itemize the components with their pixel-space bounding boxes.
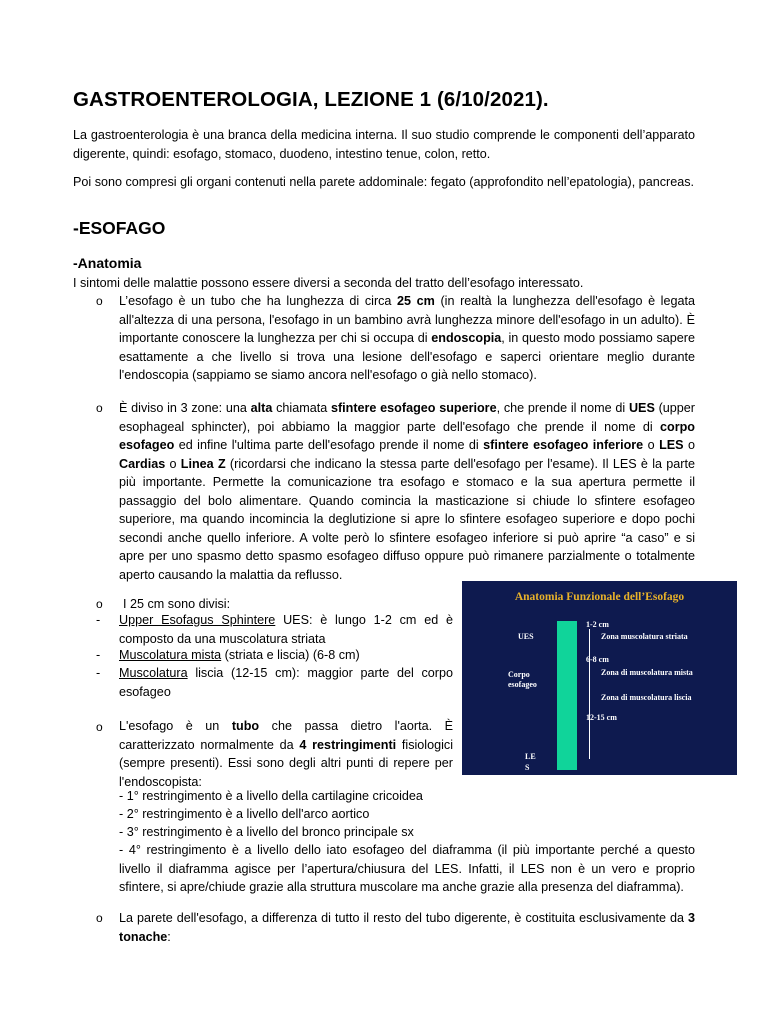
figure-label-les-1: LE [525, 752, 536, 761]
text-bold: LES [659, 438, 684, 452]
text-bold: corpo esofageo [119, 419, 695, 452]
text-run: (ricordarsi che indicano la stessa parte dell'esofago per l'esame). Il LES è la parte più importante. Permette la comunicazione tra esofago e stomaco e la sua apertura permette il passaggio del bolo alimentare. Quando comincia la masticazione si chiude lo sfintere esofageo superiore, ma quando incomincia la deglutizione si apre lo sfintere esofageo superiore e dopo pochi secondi anche quello inferiore. A volte però lo sfintere esofageo inferiore si può aprire “a caso” e si apre per uno spasmo detto spasmo esofageo diffuso oppure può rimanere parzialmente o totalmente aperto causando la malattia da reflusso. [119, 456, 695, 582]
figure-zone-mista: Zona di muscolatura mista [601, 668, 693, 677]
text-bold: sfintere esofageo superiore [330, 401, 497, 415]
anatomy-figure [462, 581, 737, 775]
bullet-marker-4: o [96, 720, 103, 734]
dash-marker-3: - [96, 666, 101, 680]
text-bold: Cardias [119, 456, 166, 471]
text-run: fisiologici (sempre presenti). Essi sono degli altri punti di repere per l'endoscopista: [119, 737, 453, 789]
bullet-marker-2: o [96, 401, 103, 415]
zone-item-ues [119, 611, 453, 648]
figure-label-les-2: S [525, 763, 530, 772]
text-run: o [165, 456, 181, 471]
restringimento-3: - 3° restringimento è a livello del bronco principale sx [119, 825, 414, 839]
section-heading-esofago: -ESOFAGO [73, 218, 166, 238]
text-run: (in realtà la lunghezza dell'esofago è legata all'altezza di una persona, l'esofago in un bambino avrà lunghezza minore dell'esofago in un adulto). È importante conoscere la lunghezza per chi si occupa di [119, 294, 695, 345]
restringimento-4: - 4° restringimento è a livello dello iato esofageo del diaframma (il più importante perché a questo livello il diaframma agisce per l’apertura/chiusura del LES. Infatti, il LES non è un vero e proprio sfintere, si apre/chiude grazie alla struttura muscolare ma anche grazie alla presenza del diaframma). [119, 843, 695, 894]
text-bold: Linea Z [180, 456, 226, 471]
text-run: : [167, 929, 171, 944]
paragraph-restringimenti [119, 717, 453, 791]
text-run: , in questo modo possiamo sapere esattamente a che livello si trova una lesione dell'esofago e saperci orientare meglio durante l'endoscopia (sappiamo se siamo ancora nell'esofago o già nello stomaco). [119, 331, 695, 382]
text-bold: UES [628, 401, 655, 415]
figure-label-esofageo: esofageo [508, 680, 537, 689]
dash-marker-1: - [96, 613, 101, 627]
text-run: liscia (12-15 cm): maggior parte del corpo esofageo [119, 666, 453, 699]
text-run: (striata e liscia) (6-8 cm) [221, 648, 360, 662]
page-title: GASTROENTEROLOGIA, LEZIONE 1 (6/10/2021). [73, 88, 549, 111]
text-run: È diviso in 3 zone: una [119, 401, 251, 415]
text-bold: endoscopia [431, 331, 502, 345]
text-underlined: Upper Esofagus Sphintere [119, 613, 276, 627]
intro-paragraph-1: La gastroenterologia è una branca della medicina interna. Il suo studio comprende le componenti dell’apparato digerente, quindi: esofago, stomaco, duodeno, intestino tenue, colon, retto. [73, 128, 695, 161]
bullet-marker-5: o [96, 911, 103, 925]
text-run: La parete dell'esofago, a differenza di tutto il resto del tubo digerente, è costituita esclusivamente da [119, 911, 688, 925]
anatomy-intro: I sintomi delle malattie possono essere diversi a seconda del tratto dell’esofago interessato. [73, 276, 584, 290]
text-run: o [683, 438, 695, 452]
zone-list-lead: I 25 cm sono divisi: [123, 597, 231, 611]
figure-zone-striata: Zona muscolatura striata [601, 632, 688, 641]
text-bold: alta [250, 401, 273, 415]
text-run: L’esofago è un tubo che ha lunghezza di circa [119, 294, 398, 308]
text-bold: sfintere esofageo inferiore [483, 438, 644, 452]
restringimento-2: - 2° restringimento è a livello dell'arco aortico [119, 807, 370, 821]
paragraph-esofago-lunghezza [119, 292, 695, 385]
dash-marker-2: - [96, 648, 101, 662]
text-run: L'esofago è un [119, 719, 232, 733]
text-bold: 3 tonache [119, 911, 695, 944]
text-run: o [643, 438, 660, 452]
figure-zone-liscia: Zona di muscolatura liscia [601, 693, 692, 702]
figure-label-ues: UES [518, 632, 534, 641]
paragraph-tre-zone [119, 399, 695, 584]
text-run: UES: è lungo 1-2 cm ed è composto da una muscolatura striata [119, 613, 453, 646]
text-run: ed infine l'ultima parte dell'esofago prende il nome di [174, 438, 484, 452]
esophagus-bar [557, 621, 577, 770]
intro-paragraph-2: Poi sono compresi gli organi contenuti nella parete addominale: fegato (approfondito nell’epatologia), pancreas. [73, 175, 694, 189]
text-bold: tubo [231, 719, 260, 733]
text-bold: 25 cm [397, 294, 435, 308]
paragraph-tonache [119, 909, 695, 946]
zone-item-liscia [119, 664, 453, 701]
text-run: , che prende il nome di [496, 401, 629, 415]
text-run: (upper esophageal sphincter), poi abbiamo la maggior parte dell'esofago che prende il nome di [119, 401, 696, 434]
bullet-marker-1: o [96, 294, 103, 308]
figure-measure-3: 12-15 cm [586, 713, 617, 722]
bullet-marker-3: o [96, 597, 103, 611]
subsection-heading-anatomia: -Anatomia [73, 255, 142, 271]
figure-measure-1: 1-2 cm [586, 620, 609, 629]
text-underlined: Muscolatura [119, 666, 188, 680]
figure-title: Anatomia Funzionale dell’Esofago [514, 591, 685, 603]
text-underlined: Muscolatura mista [119, 648, 222, 662]
text-run: che passa dietro l'aorta. È caratterizzato normalmente da [119, 719, 454, 752]
text-run: chiamata [272, 401, 331, 415]
zone-item-mista [119, 646, 453, 665]
figure-label-corpo: Corpo [508, 670, 530, 679]
figure-measure-2: 6-8 cm [586, 655, 609, 664]
text-bold: 4 restringimenti [299, 737, 397, 752]
figure-measure-line [589, 629, 590, 759]
restringimento-1: - 1° restringimento è a livello della cartilagine cricoidea [119, 789, 423, 803]
